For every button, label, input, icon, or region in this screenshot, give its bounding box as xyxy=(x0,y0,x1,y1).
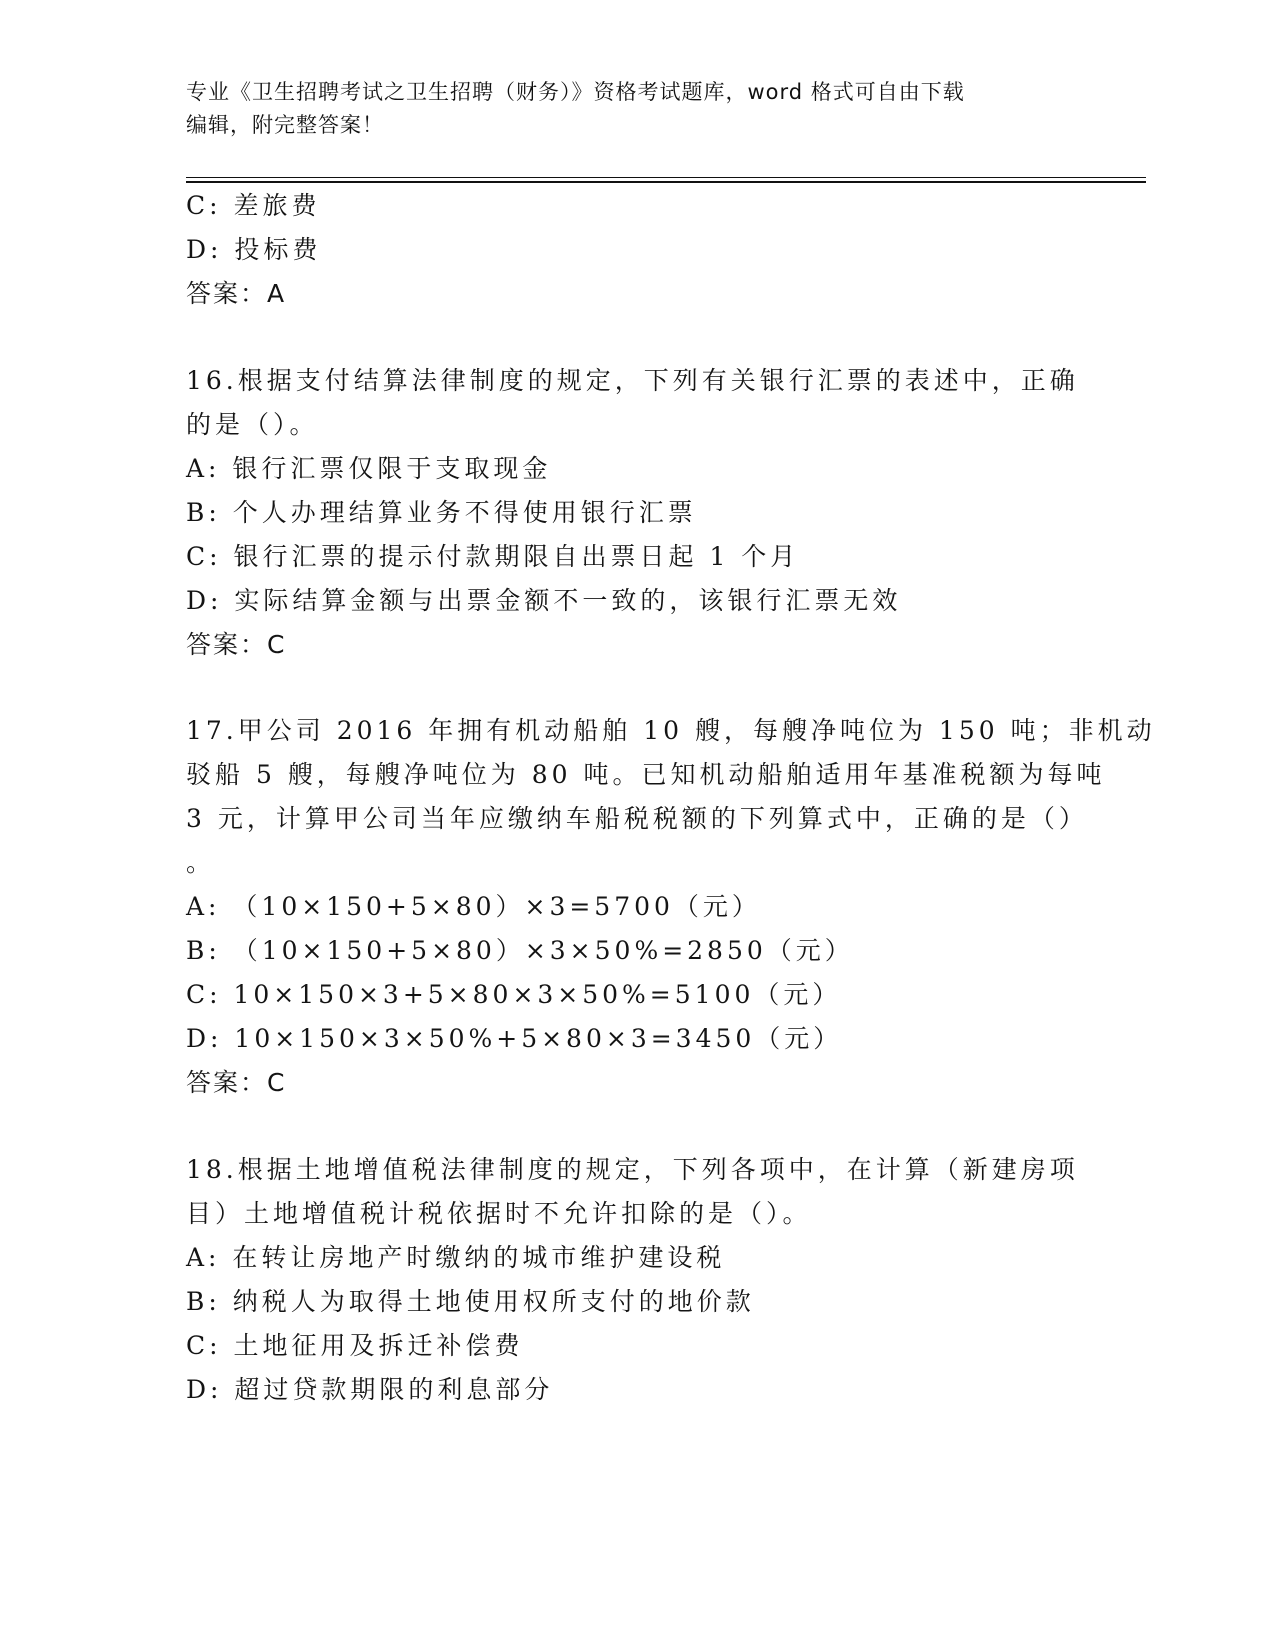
q17-answer: 答案：C xyxy=(186,1068,287,1097)
q17-stem-line-4: 。 xyxy=(186,848,216,877)
q18-stem-line-2: 目）土地增值税计税依据时不允许扣除的是（）。 xyxy=(186,1199,812,1228)
q15-answer: 答案：A xyxy=(186,279,287,308)
q17-stem-line-3: 3 元，计算甲公司当年应缴纳车船税税额的下列算式中，正确的是（） xyxy=(186,804,1088,833)
q18-stem-line-1: 18.根据土地增值税法律制度的规定，下列各项中，在计算（新建房项 xyxy=(186,1155,1079,1184)
q16-option-b: B: 个人办理结算业务不得使用银行汇票 xyxy=(186,498,697,527)
q17-option-c: C: 10×150×3+5×80×3×50%=5100（元） xyxy=(186,980,842,1009)
q16-option-d: D: 实际结算金额与出票金额不一致的，该银行汇票无效 xyxy=(186,586,902,615)
header-line-2: 编辑，附完整答案！ xyxy=(186,113,384,137)
q15-option-c: C: 差旅费 xyxy=(186,191,321,220)
q16-answer: 答案：C xyxy=(186,630,287,659)
q18-option-d: D: 超过贷款期限的利息部分 xyxy=(186,1375,554,1404)
q15-option-d: D: 投标费 xyxy=(186,235,322,264)
q17-option-b: B: （10×150+5×80）×3×50%=2850（元） xyxy=(186,936,854,965)
q18-option-b: B: 纳税人为取得土地使用权所支付的地价款 xyxy=(186,1287,755,1316)
header-divider-thin xyxy=(186,177,1146,178)
q17-stem-line-1: 17.甲公司 2016 年拥有机动船舶 10 艘，每艘净吨位为 150 吨；非机动 xyxy=(186,716,1156,745)
header-line-1: 专业《卫生招聘考试之卫生招聘（财务）》资格考试题库，word 格式可自由下载 xyxy=(186,80,965,104)
q17-option-d: D: 10×150×3×50%+5×80×3=3450（元） xyxy=(186,1024,843,1053)
q17-option-a: A: （10×150+5×80）×3=5700（元） xyxy=(186,892,761,921)
document-header xyxy=(186,76,1066,142)
q18-option-c: C: 土地征用及拆迁补偿费 xyxy=(186,1331,524,1360)
header-divider-thick xyxy=(186,181,1146,183)
q16-stem-line-2: 的是（）。 xyxy=(186,410,319,439)
q16-option-a: A: 银行汇票仅限于支取现金 xyxy=(186,454,552,483)
q17-stem-line-2: 驳船 5 艘，每艘净吨位为 80 吨。已知机动船舶适用年基准税额为每吨 xyxy=(186,760,1106,789)
q16-stem-line-1: 16.根据支付结算法律制度的规定，下列有关银行汇票的表述中，正确 xyxy=(186,366,1079,395)
q16-option-c: C: 银行汇票的提示付款期限自出票日起 1 个月 xyxy=(186,542,800,571)
q18-option-a: A: 在转让房地产时缴纳的城市维护建设税 xyxy=(186,1243,726,1272)
